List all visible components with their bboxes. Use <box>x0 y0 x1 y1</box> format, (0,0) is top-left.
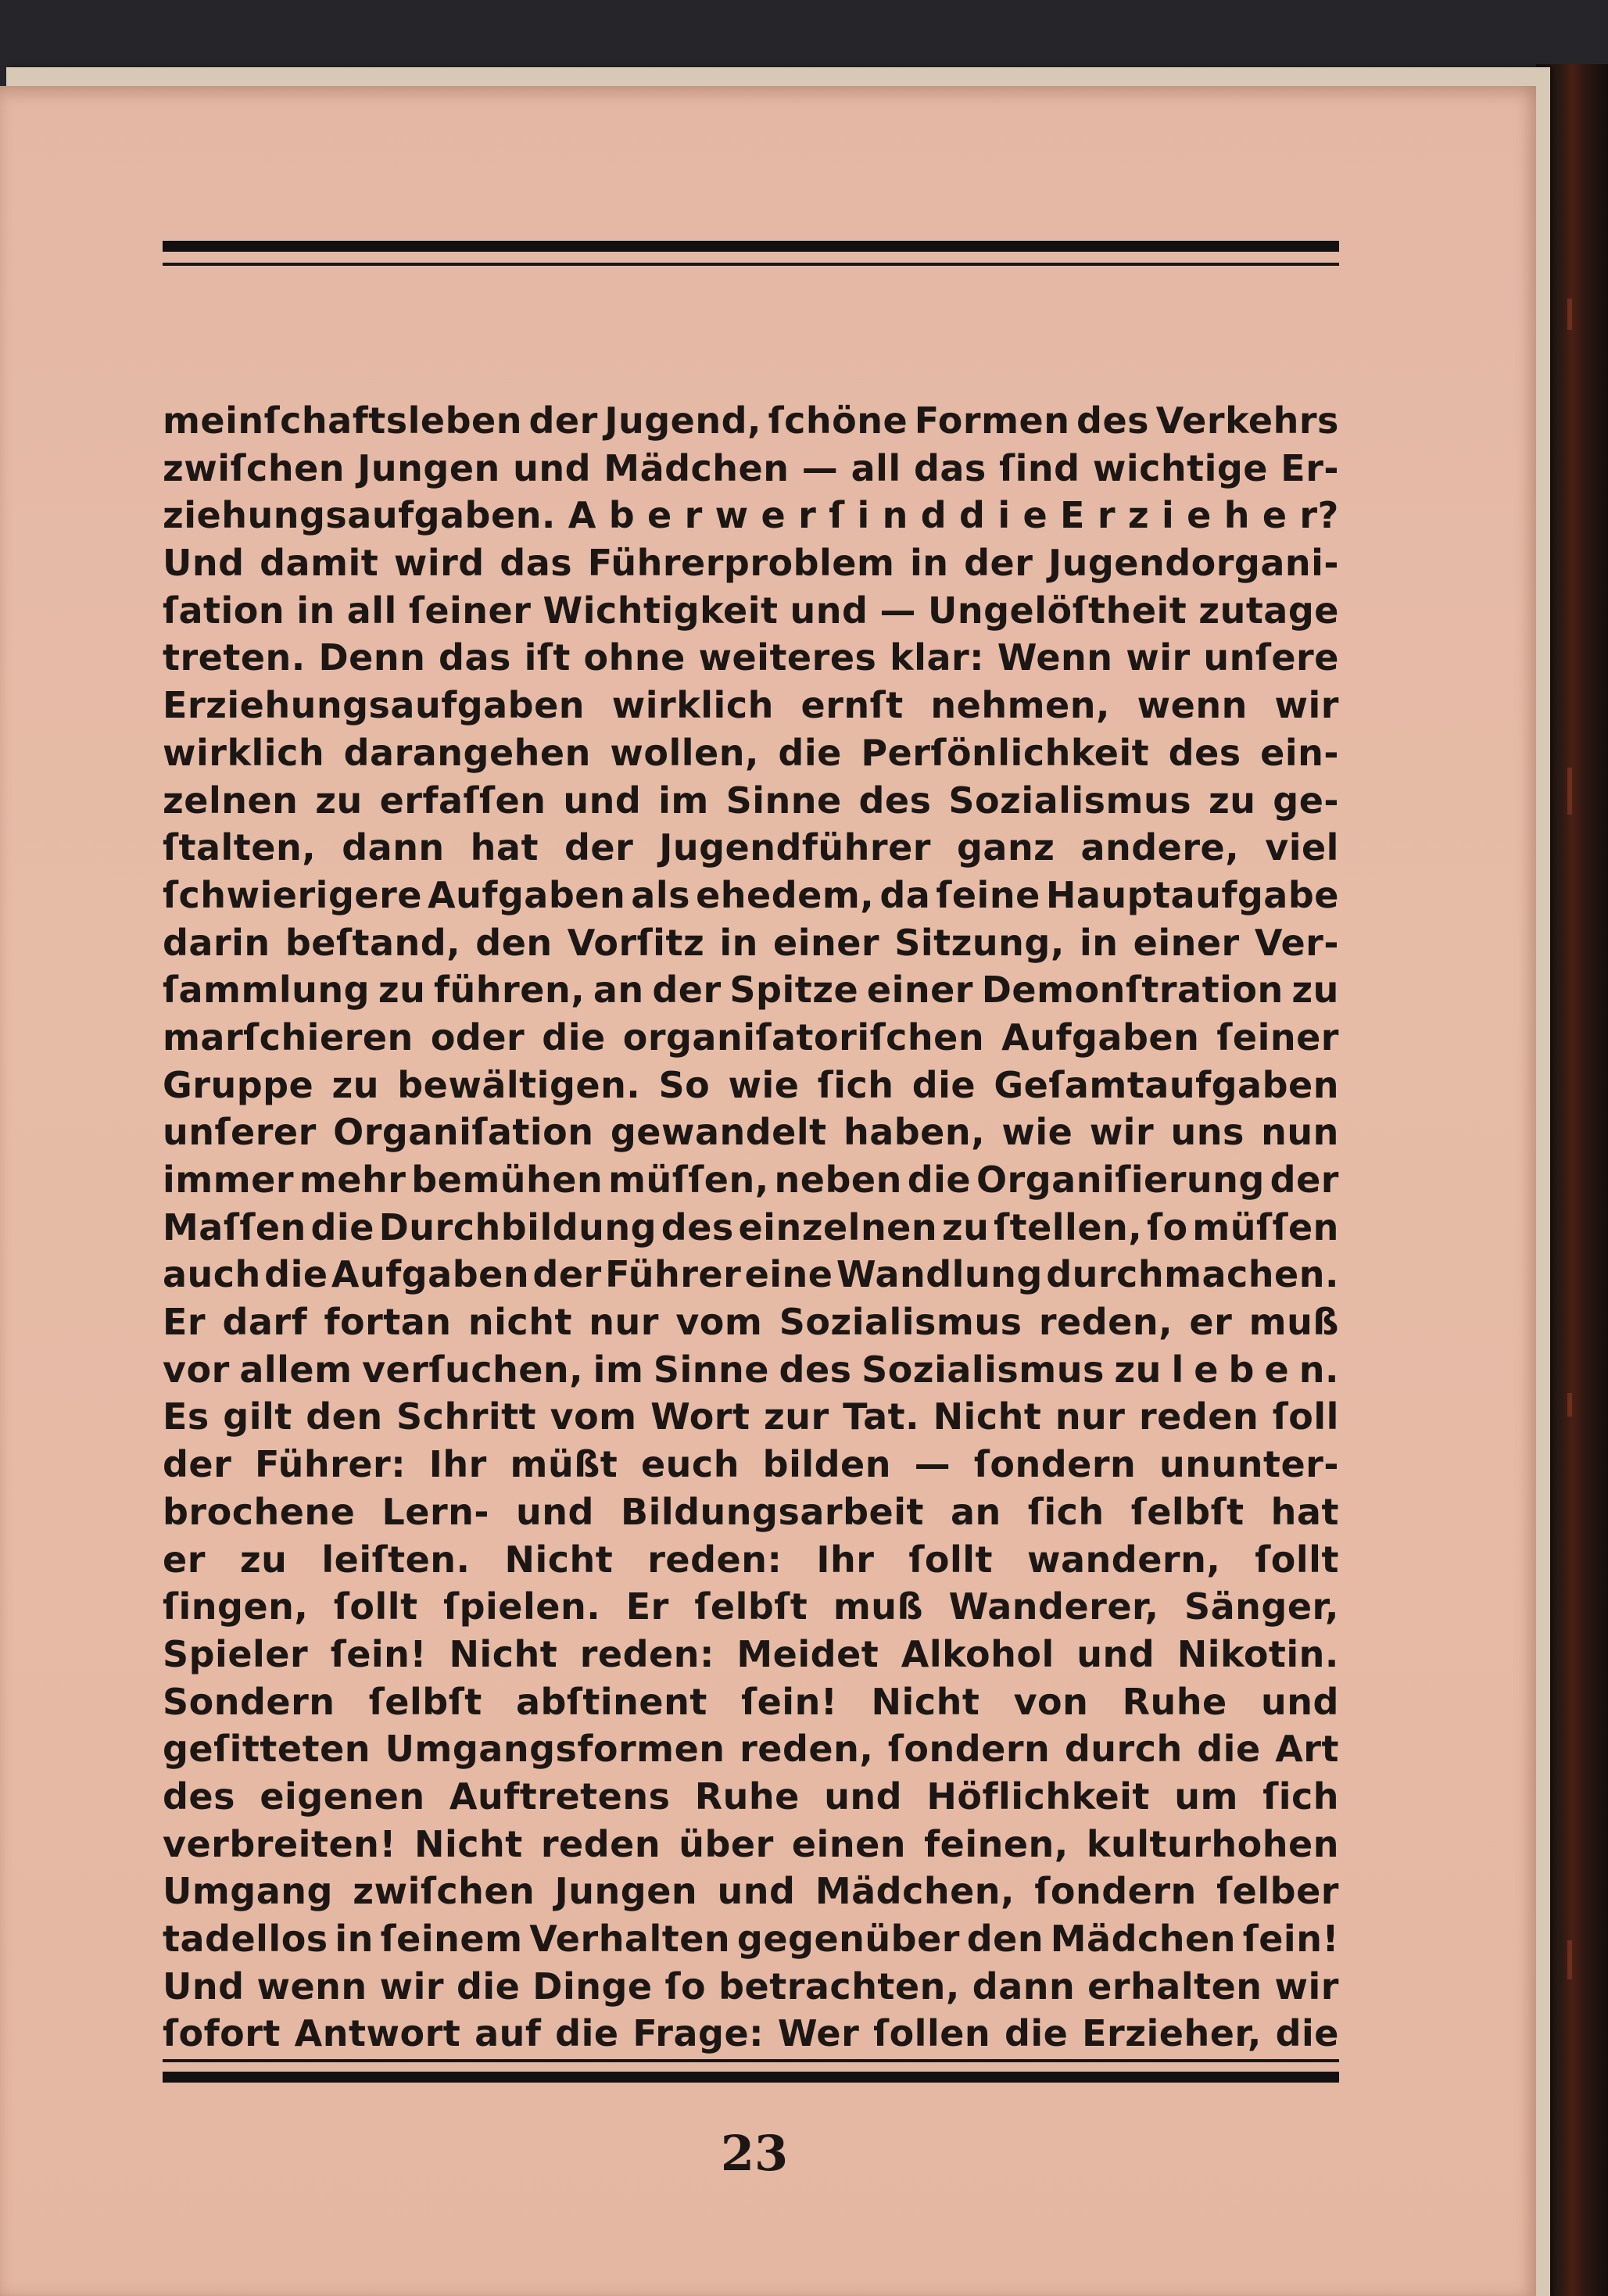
text-line: auch die Aufgaben der Führer eine Wandlung durchmachen. <box>163 1253 1339 1296</box>
text-line: ziehungsaufgaben. A b e r w e r ſ i n d d i e E r z i e h e r? <box>163 494 1339 537</box>
text-line: ſofort Antwort auf die Frage: Wer ſollen die Erzieher, die <box>163 2012 1339 2055</box>
text-line: ſation in all ſeiner Wichtigkeit und — Ungelöſtheit zutage <box>163 589 1339 632</box>
text-line: marſchieren oder die organiſatoriſchen Aufgaben ſeiner <box>163 1015 1339 1058</box>
text-line: wirklich darangehen wollen, die Perſönlichkeit des ein- <box>163 731 1339 774</box>
header-rule-thick <box>163 241 1339 252</box>
text-line: Und damit wird das Führerproblem in der Jugendorgani- <box>163 542 1339 585</box>
text-line: geſitteten Umgangsformen reden, ſondern durch die Art <box>163 1728 1339 1771</box>
text-line: Umgang zwiſchen Jungen und Mädchen, ſondern ſelber <box>163 1870 1339 1913</box>
text-line: Spieler ſein! Nicht reden: Meidet Alkohol und Nikotin. <box>163 1632 1339 1675</box>
text-line: darin beſtand, den Vorſitz in einer Sitzung, in einer Ver- <box>163 921 1339 964</box>
footer-rule-thin <box>163 2059 1339 2062</box>
text-line: ſtalten, dann hat der Jugendführer ganz andere, viel <box>163 826 1339 869</box>
book-page <box>0 86 1536 2296</box>
text-line: Es gilt den Schritt vom Wort zur Tat. Nicht nur reden ſoll <box>163 1395 1339 1438</box>
binding-texture <box>1567 299 1572 330</box>
text-line: Und wenn wir die Dinge ſo betrachten, dann erhalten wir <box>163 1965 1339 2008</box>
text-line: ſingen, ſollt ſpielen. Er ſelbſt muß Wanderer, Sänger, <box>163 1585 1339 1628</box>
text-line: Maſſen die Durchbildung des einzelnen zu ſtellen, ſo müſſen <box>163 1205 1339 1248</box>
text-line: brochene Lern- und Bildungsarbeit an ſich ſelbſt hat <box>163 1490 1339 1533</box>
text-line: unſerer Organiſation gewandelt haben, wie wir uns nun <box>163 1111 1339 1154</box>
text-line: zelnen zu erfaſſen und im Sinne des Sozialismus zu ge- <box>163 779 1339 822</box>
page-number: 23 <box>720 2125 789 2182</box>
binding-texture <box>1567 768 1572 815</box>
body-text <box>163 397 1339 2055</box>
text-line: Gruppe zu bewältigen. So wie ſich die Geſamtaufgaben <box>163 1063 1339 1106</box>
binding-texture <box>1567 1393 1572 1417</box>
header-rule-thin <box>163 263 1339 266</box>
text-line: der Führer: Ihr müßt euch bilden — ſondern ununter- <box>163 1443 1339 1486</box>
text-line: des eigenen Auftretens Ruhe und Höflichkeit um ſich <box>163 1775 1339 1818</box>
text-line: meinſchaftsleben der Jugend, ſchöne Formen des Verkehrs <box>163 399 1339 442</box>
binding-texture <box>1567 1940 1572 1979</box>
text-line: er zu leiſten. Nicht reden: Ihr ſollt wandern, ſollt <box>163 1538 1339 1581</box>
text-line: tadellos in ſeinem Verhalten gegenüber den Mädchen ſein! <box>163 1918 1339 1960</box>
text-line: Er darf fortan nicht nur vom Sozialismus reden, er muß <box>163 1301 1339 1344</box>
text-line: ſchwierigere Aufgaben als ehedem, da ſeine Hauptaufgabe <box>163 873 1339 916</box>
text-line: treten. Denn das iſt ohne weiteres klar: Wenn wir unſere <box>163 636 1339 679</box>
footer-rule-thick <box>163 2072 1339 2083</box>
text-line: ſammlung zu führen, an der Spitze einer Demonſtration zu <box>163 969 1339 1012</box>
text-line: Erziehungsaufgaben wirklich ernſt nehmen, wenn wir <box>163 684 1339 727</box>
text-line: immer mehr bemühen müſſen, neben die Organiſierung der <box>163 1159 1339 1201</box>
text-line: verbreiten! Nicht reden über einen feinen, kulturhohen <box>163 1822 1339 1865</box>
text-line: zwiſchen Jungen und Mädchen — all das ſind wichtige Er- <box>163 446 1339 489</box>
text-line: Sondern ſelbſt abſtinent ſein! Nicht von Ruhe und <box>163 1680 1339 1723</box>
text-line: vor allem verſuchen, im Sinne des Sozialismus zu l e b e n. <box>163 1348 1339 1391</box>
